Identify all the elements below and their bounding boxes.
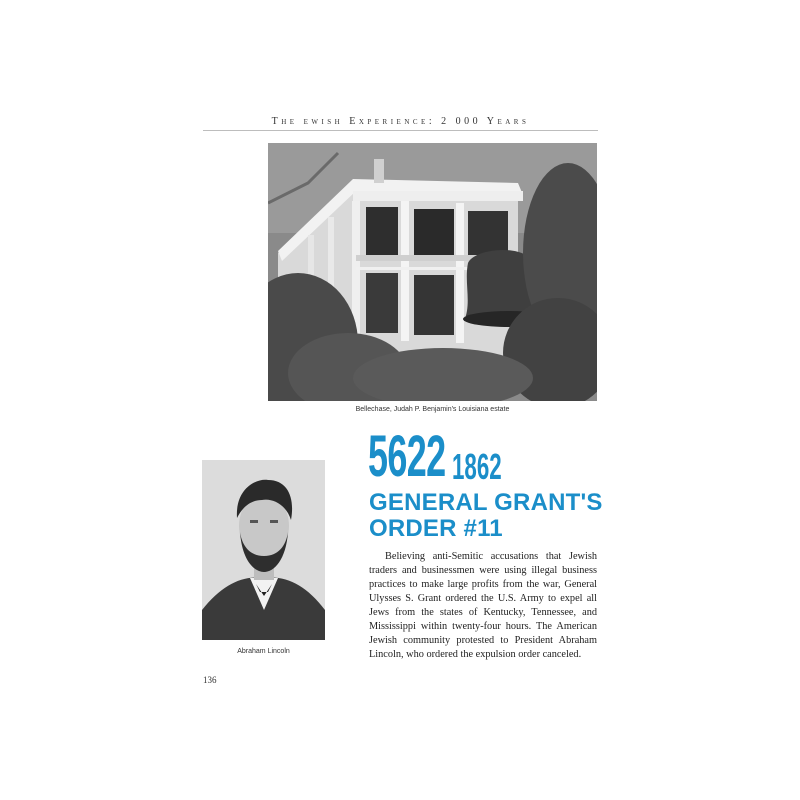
page-number: 136 xyxy=(203,675,217,685)
lincoln-portrait xyxy=(202,460,325,640)
header-rule xyxy=(203,130,598,131)
article-title: GENERAL GRANT'S ORDER #11 xyxy=(369,489,603,542)
year-heading xyxy=(368,424,532,490)
running-head: The ewish Experience: 2 000 Years xyxy=(271,116,530,127)
estate-photo xyxy=(268,143,597,401)
photo-caption: Bellechase, Judah P. Benjamin's Louisiana estate xyxy=(355,406,510,413)
civil-year: 1862 xyxy=(452,446,502,487)
portrait-caption: Abraham Lincoln xyxy=(237,648,290,655)
article-body: Believing anti-Semitic accusations that Jewish traders and businessmen were using illegal business practices to make large profits from the war, General Ulysses S. Grant ordered the U.S. Army to expel all Jews from the states of Kentucky, Tennessee, and Mississippi within twenty-four hours. The American Jewish community protested to President Abraham Lincoln, who ordered the expulsion order canceled. xyxy=(369,551,597,660)
hebrew-year: 5622 xyxy=(368,424,446,489)
